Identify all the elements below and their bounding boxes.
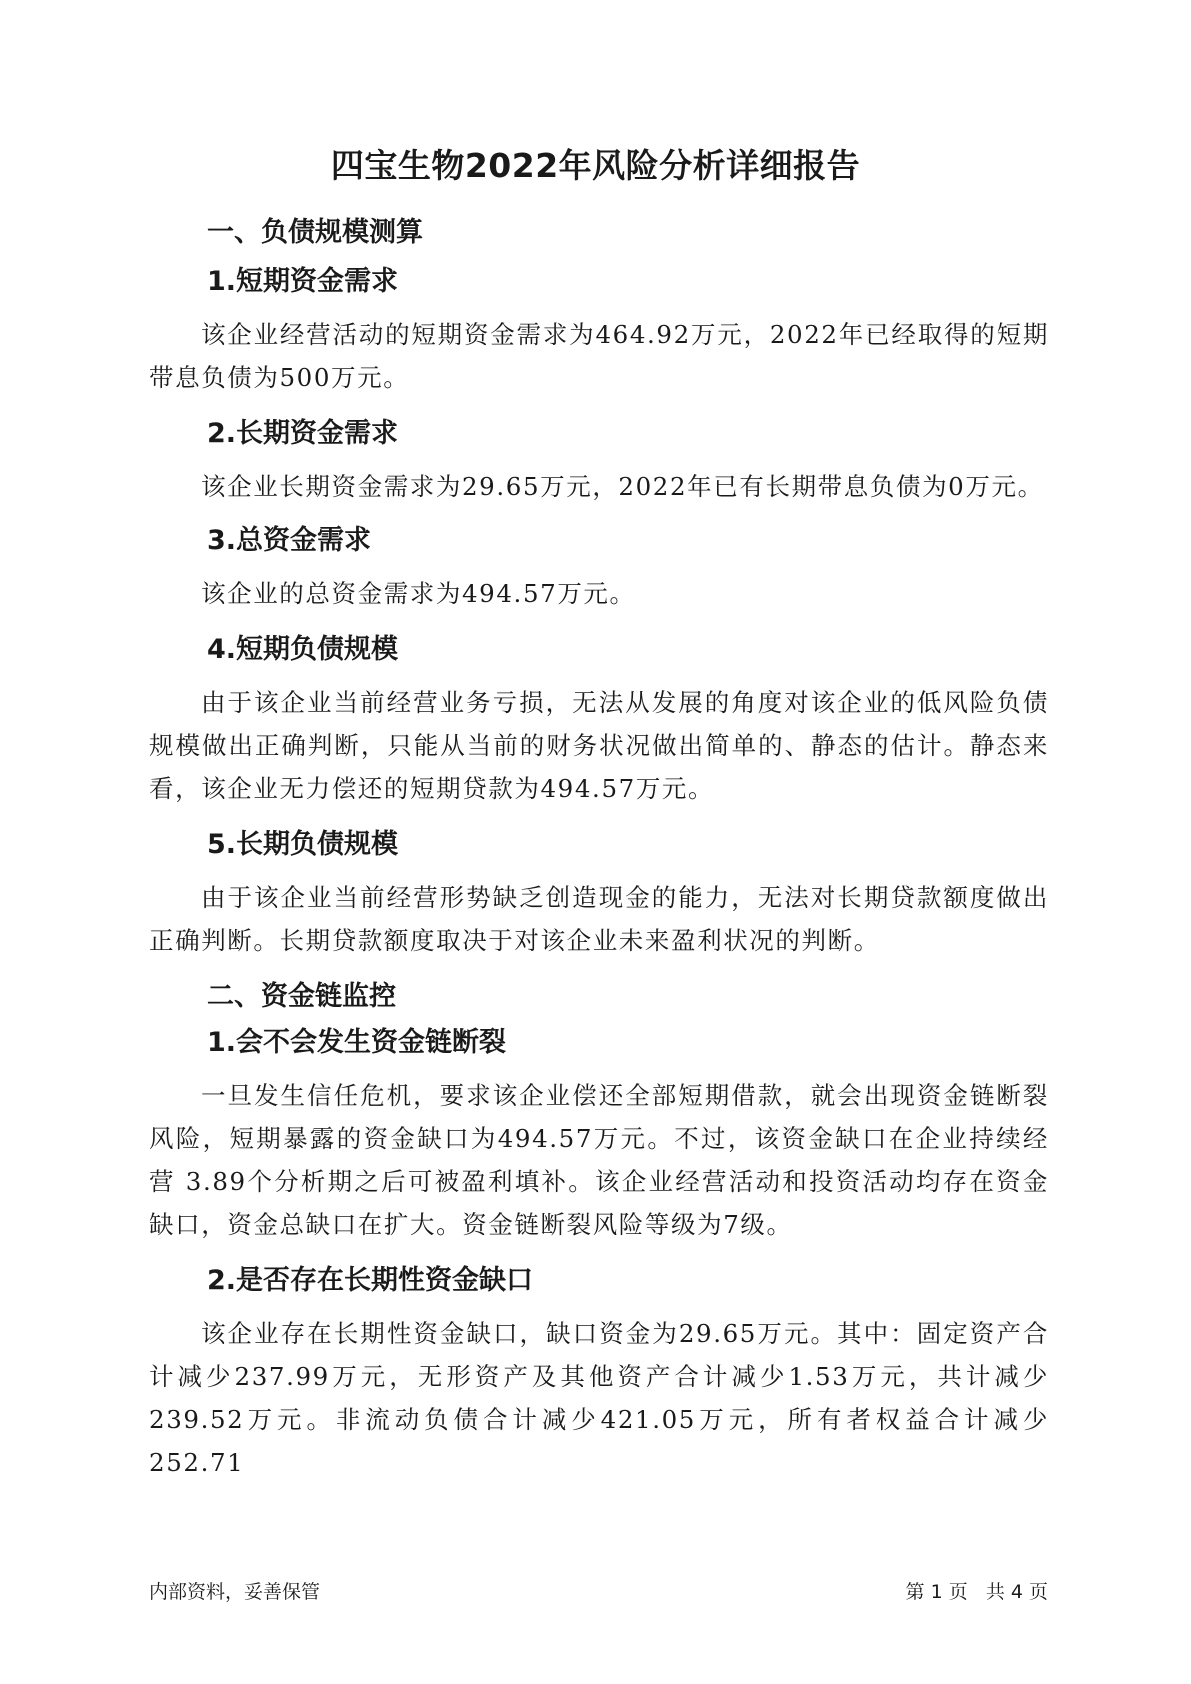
paragraph-long-term-gap: 该企业存在长期性资金缺口，缺口资金为29.65万元。其中：固定资产合计减少237.99万元，无形资产及其他资产合计减少1.53万元，共计减少239.52万元。非流动负债合计减少421.05万元，所有者权益合计减少252.71	[149, 1319, 1049, 1477]
paragraph-short-term-debt-scale: 由于该企业当前经营业务亏损，无法从发展的角度对该企业的低风险负债规模做出正确判断，只能从当前的财务状况做出简单的、静态的估计。静态来看，该企业无力偿还的短期贷款为494.57万元。	[149, 688, 1049, 803]
paragraph-total-funding: 该企业的总资金需求为494.57万元。	[201, 579, 636, 608]
subheading-short-term-funding: 1.短期资金需求	[207, 266, 399, 297]
document-title: 四宝生物2022年风险分析详细报告	[330, 146, 861, 185]
subheading-total-funding: 3.总资金需求	[207, 525, 372, 556]
paragraph-short-term-funding: 该企业经营活动的短期资金需求为464.92万元，2022年已经取得的短期带息负债为500万元。	[149, 320, 1049, 392]
paragraph-long-term-funding: 该企业长期资金需求为29.65万元，2022年已有长期带息负债为0万元。	[201, 472, 1044, 501]
footer-confidential-note: 内部资料，妥善保管	[149, 1581, 321, 1603]
subheading-long-term-funding: 2.长期资金需求	[207, 418, 399, 449]
paragraph-chain-break: 一旦发生信任危机，要求该企业偿还全部短期借款，就会出现资金链断裂风险，短期暴露的资金缺口为494.57万元。不过，该资金缺口在企业持续经营 3.89个分析期之后可被盈利填补。该企业经营活动和投资活动均存在资金缺口，资金总缺口在扩大。资金链断裂风险等级为7级。	[149, 1081, 1049, 1239]
paragraph-long-term-debt-scale: 由于该企业当前经营形势缺乏创造现金的能力，无法对长期贷款额度做出正确判断。长期贷款额度取决于对该企业未来盈利状况的判断。	[149, 883, 1049, 955]
subheading-short-term-debt-scale: 4.短期负债规模	[207, 634, 399, 665]
subheading-long-term-debt-scale: 5.长期负债规模	[207, 829, 399, 860]
section-heading-funding-chain: 二、资金链监控	[207, 981, 396, 1012]
subheading-chain-break: 1.会不会发生资金链断裂	[207, 1027, 507, 1058]
footer-page-number: 第 1 页 共 4 页	[905, 1581, 1048, 1603]
section-heading-debt-scale: 一、负债规模测算	[207, 217, 423, 248]
subheading-long-term-gap: 2.是否存在长期性资金缺口	[207, 1265, 534, 1296]
